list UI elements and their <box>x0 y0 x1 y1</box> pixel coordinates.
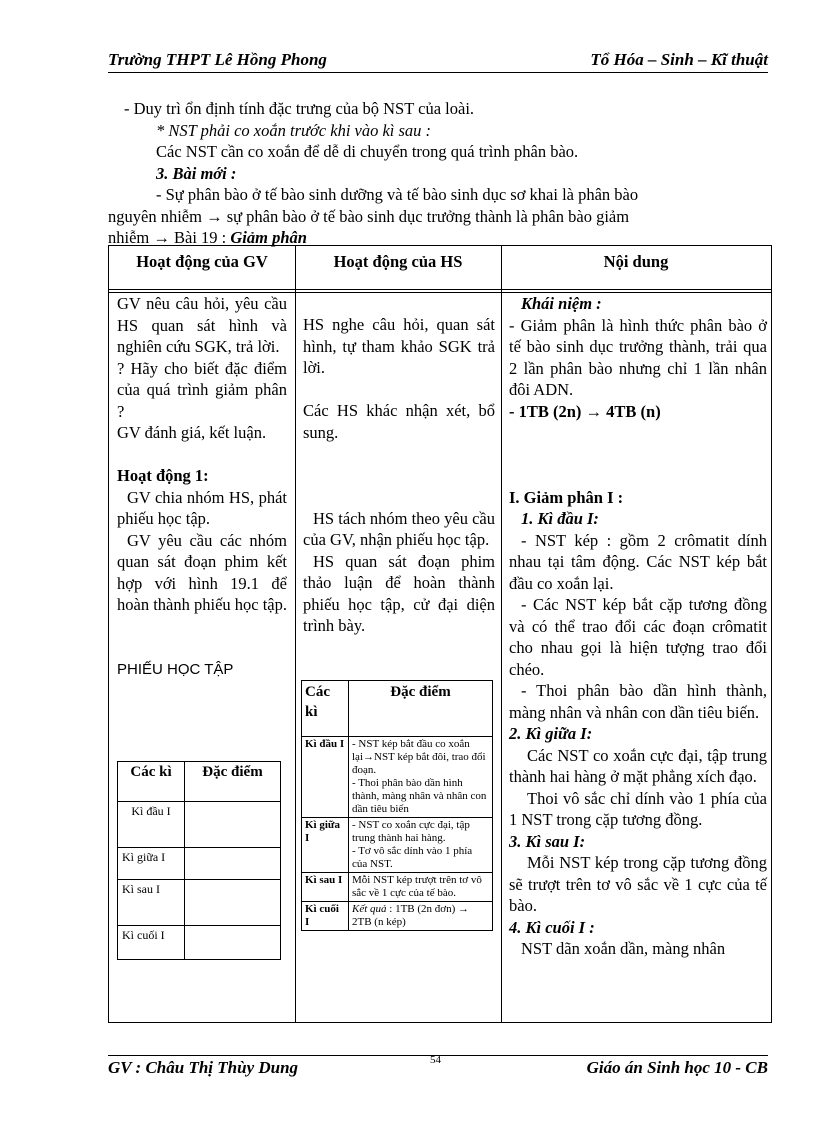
answer-phase: Kì cuối I <box>302 902 349 931</box>
lesson-title: Giảm phân <box>230 228 307 247</box>
gv-text: GV yêu cầu các nhóm quan sát đoạn phim kết hợp với hình 19.1 để hoàn thành phiếu học tập. <box>117 530 287 614</box>
phase-title: 1. Kì đầu I: <box>521 509 599 528</box>
intro-line: nguyên nhiễm → sự phân bào ở tế bào sinh dục trưởng thành là phân bào giảm <box>108 206 630 226</box>
answer-phase: Kì sau I <box>302 873 349 902</box>
phase-title: 4. Kì cuối I : <box>509 917 595 937</box>
hs-column <box>303 314 495 637</box>
result-label: Kết quả <box>352 903 387 915</box>
worksheet-cell[interactable] <box>185 848 281 880</box>
answer-table <box>301 680 493 931</box>
content-column <box>509 293 767 960</box>
content-text: - Giảm phân là hình thức phân bào ở tế bào sinh dục trưởng thành, trải qua 2 lần phân bào nhưng chỉ 1 lần nhân đôi ADN. <box>509 315 767 399</box>
course-title: Giáo án Sinh học 10 - CB <box>586 1058 768 1077</box>
answer-detail: Mỗi NST kép trượt trên tơ vô sắc về 1 cực của tế bào. <box>349 873 493 902</box>
content-text: Mỗi NST kép trong cặp tương đồng sẽ trượt trên tơ vô sắc về 1 cực của tế bào. <box>509 853 767 915</box>
hs-text: HS quan sát đoạn phim thảo luận để hoàn thành phiếu học tập, cử đại diện trình bày. <box>303 551 495 635</box>
answer-detail <box>349 902 493 931</box>
phase-title: 3. Kì sau I: <box>509 831 586 851</box>
answer-detail: - NST co xoắn cực đại, tập trung thành hai hàng. - Tơ vô sắc dính vào 1 phía của NST. <box>349 818 493 873</box>
hs-text: HS nghe câu hỏi, quan sát hình, tự tham khảo SGK trả lời. <box>303 315 495 377</box>
activity-title: Hoạt động 1: <box>117 466 209 485</box>
worksheet-phase: Kì sau I <box>118 880 185 926</box>
hs-text: HS tách nhóm theo yêu cầu của GV, nhận phiếu học tập. <box>303 508 495 549</box>
section-title: 3. Bài mới : <box>156 163 237 183</box>
intro-line: - Duy trì ổn định tính đặc trưng của bộ NST của loài. <box>124 99 475 118</box>
gv-question: ? Hãy cho biết đặc điểm của quá trình giảm phân ? <box>117 358 287 421</box>
column-divider <box>295 246 296 1022</box>
gv-column <box>117 293 287 680</box>
section-title: I. Giảm phân I : <box>509 487 624 507</box>
teacher-name: GV : Châu Thị Thùy Dung <box>108 1058 299 1077</box>
column-divider <box>501 246 502 1022</box>
intro-line: * NST phải co xoắn trước khi vào kì sau : <box>156 120 432 140</box>
worksheet-phase: Kì giữa I <box>118 848 185 880</box>
worksheet-cell[interactable] <box>185 802 281 848</box>
page-footer <box>108 1055 768 1078</box>
worksheet-cell[interactable] <box>185 926 281 960</box>
page-header <box>108 50 768 73</box>
worksheet-phase: Kì cuối I <box>118 926 185 960</box>
answer-phase: Kì giữa I <box>302 818 349 873</box>
answer-detail: - NST kép bắt đầu co xoắn lại→NST kép bắt đôi, trao đổi đoạn. - Thoi phân bào dần hình thành, màng nhân và nhân con dần tiêu biến <box>349 737 493 818</box>
phase-title: 2. Kì giữa I: <box>509 724 593 743</box>
result-text: : 1TB (2n đơn) → 2TB (n kép) <box>352 903 470 928</box>
concept-title: Khái niệm : <box>521 294 602 313</box>
intro-text <box>108 98 768 249</box>
intro-line: Các NST cần co xoắn để dễ di chuyển trong quá trình phân bào. <box>156 142 579 161</box>
content-text: NST dãn xoắn dần, màng nhân <box>521 939 726 958</box>
hs-text: Các HS khác nhận xét, bổ sung. <box>303 401 495 442</box>
worksheet-header: Đặc điểm <box>185 762 281 802</box>
page-number: 54 <box>430 1054 441 1066</box>
content-text: - Thoi phân bào dần hình thành, màng nhân và nhân con dần tiêu biến. <box>509 681 767 722</box>
intro-text-part: nhiễm → Bài 19 : <box>108 228 231 247</box>
content-text: - NST kép : gồm 2 crômatit dính nhau tại tâm động. Các NST kép bắt đầu co xoắn lại. <box>509 530 767 593</box>
answer-header: Đặc điểm <box>349 681 493 737</box>
header-hs: Hoạt động của HS <box>333 252 463 271</box>
content-text: - Các NST kép bắt cặp tương đồng và có thể trao đổi các đoạn crômatit cho nhau gọi là hiện tượng trao đổi chéo. <box>509 595 767 679</box>
department-name: Tổ Hóa – Sinh – Kĩ thuật <box>590 50 768 69</box>
gv-text: GV nêu câu hỏi, yêu cầu HS quan sát hình và nghiên cứu SGK, trả lời. <box>117 294 287 356</box>
answer-header: Các kì <box>302 681 349 737</box>
gv-text: GV đánh giá, kết luận. <box>117 423 267 442</box>
worksheet-phase: Kì đầu I <box>118 802 185 848</box>
header-content: Nội dung <box>603 252 669 271</box>
worksheet-table <box>117 761 281 960</box>
header-gv: Hoạt động của GV <box>136 252 268 271</box>
intro-line: - Sự phân bào ở tế bào sinh dưỡng và tế bào sinh dục sơ khai là phân bào <box>156 185 639 204</box>
worksheet-header: Các kì <box>118 762 185 802</box>
worksheet-cell[interactable] <box>185 880 281 926</box>
content-formula: - 1TB (2n) → 4TB (n) <box>509 401 661 421</box>
worksheet-title: PHIẾU HỌC TẬP <box>117 660 234 678</box>
gv-text: GV chia nhóm HS, phát phiếu học tập. <box>117 487 287 528</box>
lesson-table <box>108 245 772 1023</box>
content-text: Các NST co xoắn cực đại, tập trung thành hai hàng ở mặt phẳng xích đạo. <box>509 745 767 786</box>
content-text: Thoi vô sắc chỉ dính vào 1 phía của 1 NST trong cặp tương đồng. <box>509 788 767 829</box>
answer-phase: Kì đầu I <box>302 737 349 818</box>
school-name: Trường THPT Lê Hồng Phong <box>108 50 327 69</box>
header-divider <box>109 289 771 290</box>
